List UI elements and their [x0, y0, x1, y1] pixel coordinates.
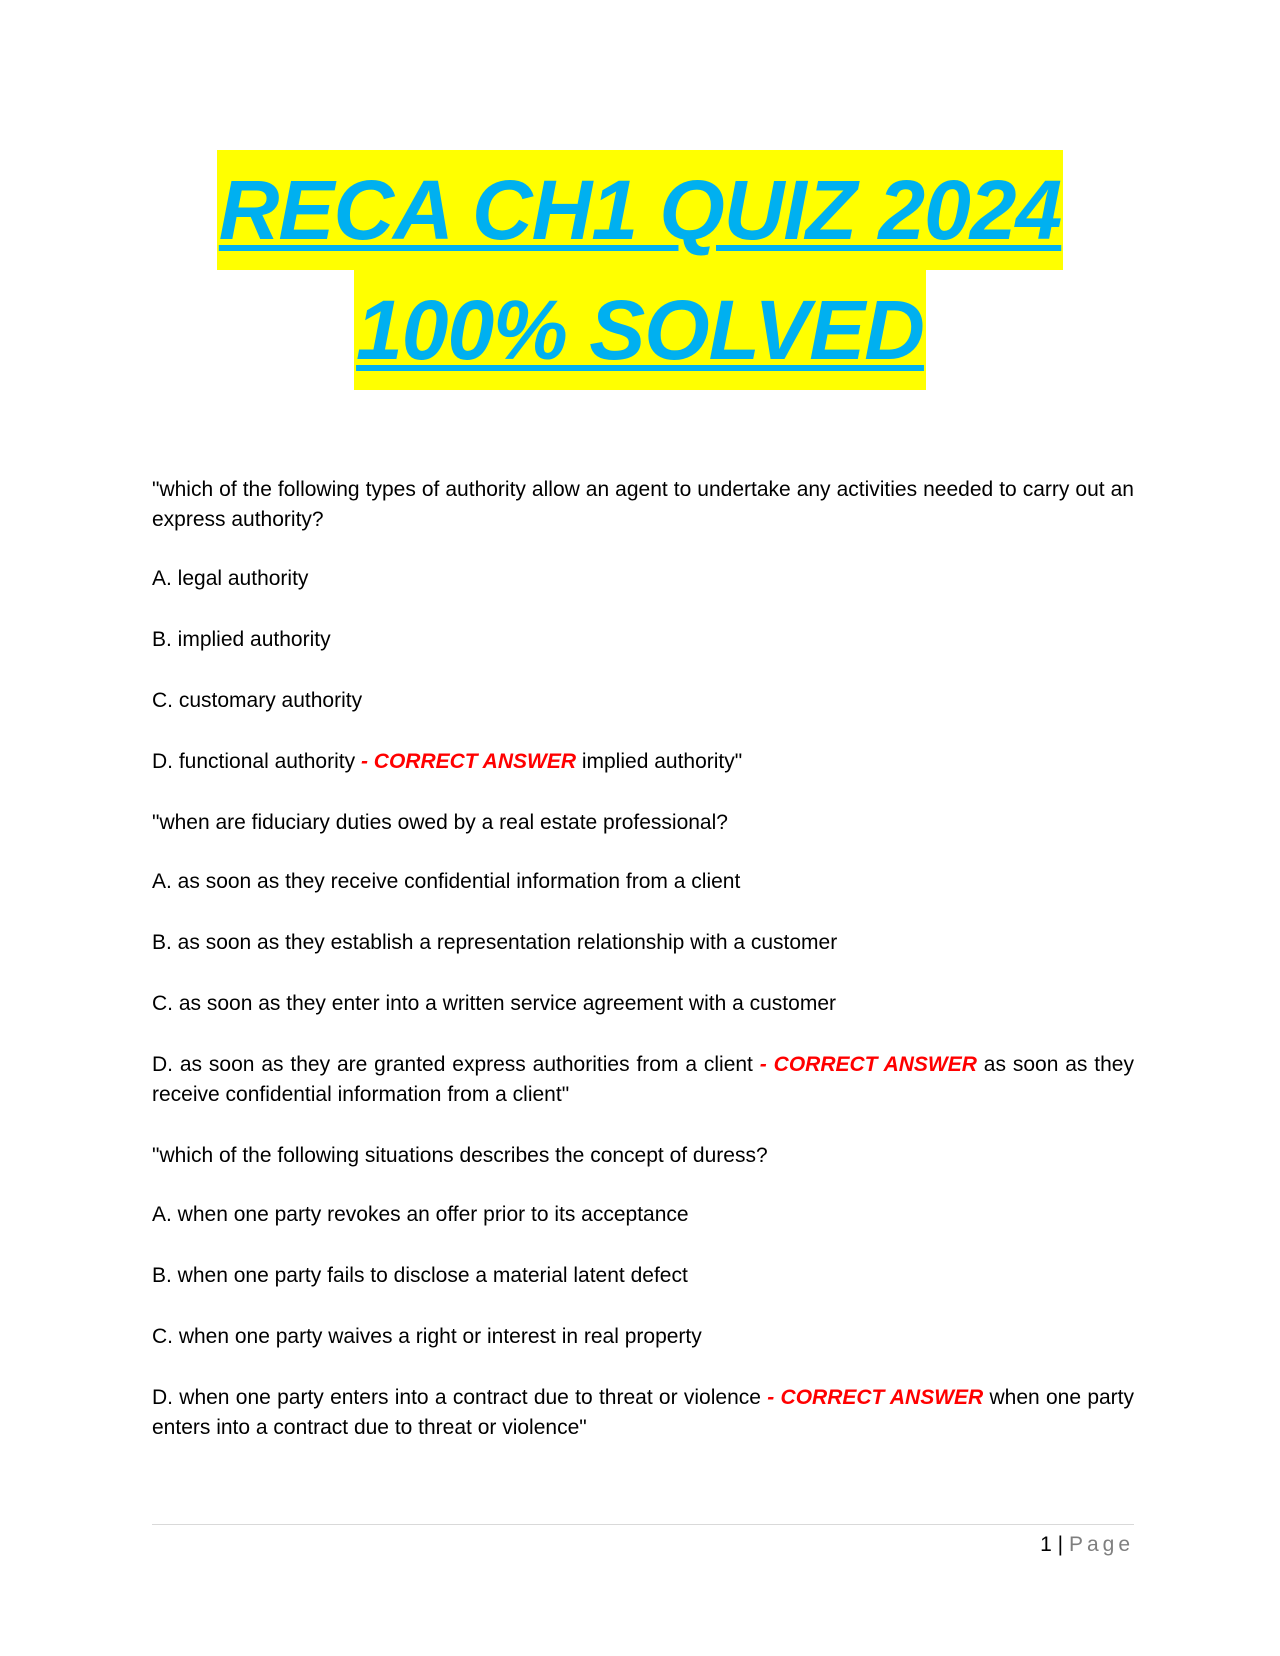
- footer-divider: [152, 1524, 1134, 1525]
- option-d-with-answer: [152, 1383, 1134, 1443]
- option-b: B. as soon as they establish a representation relationship with a customer: [152, 931, 838, 954]
- correct-answer-marker: - CORRECT ANSWER: [360, 750, 576, 773]
- page-label: Page: [1068, 1533, 1134, 1556]
- option-d: D. as soon as they are granted express authorities from a client: [152, 1053, 753, 1076]
- correct-answer-marker: - CORRECT ANSWER: [767, 1386, 984, 1409]
- page-footer: [152, 1530, 1134, 1560]
- document-body: [152, 475, 1134, 1474]
- option-d-with-answer: [152, 1050, 1134, 1110]
- page-number: 1: [1040, 1533, 1052, 1556]
- option-b: B. when one party fails to disclose a material latent defect: [152, 1264, 688, 1287]
- question-text: "when are fiduciary duties owed by a real estate professional?: [152, 811, 728, 834]
- title-line-1: RECA CH1 QUIZ 2024: [217, 150, 1063, 270]
- title-line-2: 100% SOLVED: [354, 270, 926, 390]
- option-a: A. as soon as they receive confidential information from a client: [152, 870, 741, 893]
- question-text: "which of the following types of authority allow an agent to undertake any activities needed to carry out an express authority?: [152, 478, 1134, 531]
- correct-answer-marker: - CORRECT ANSWER: [759, 1053, 977, 1076]
- question-text: "which of the following situations describes the concept of duress?: [152, 1144, 768, 1167]
- document-title: [150, 150, 1130, 390]
- option-c: C. as soon as they enter into a written service agreement with a customer: [152, 992, 836, 1015]
- option-a: A. when one party revokes an offer prior to its acceptance: [152, 1203, 689, 1226]
- footer-separator: |: [1057, 1533, 1064, 1556]
- correct-answer-text: implied authority": [581, 750, 743, 773]
- correct-answer-text: when one party enters into a contract due to threat or violence": [152, 1386, 1135, 1439]
- option-c: C. customary authority: [152, 689, 363, 712]
- option-c: C. when one party waives a right or interest in real property: [152, 1325, 702, 1348]
- option-d-with-answer: [152, 747, 1134, 777]
- option-b: B. implied authority: [152, 628, 331, 651]
- option-a: A. legal authority: [152, 567, 309, 590]
- correct-answer-text: as soon as they receive confidential information from a client": [152, 1053, 1134, 1106]
- option-d: D. when one party enters into a contract due to threat or violence: [152, 1386, 761, 1409]
- option-d: D. functional authority: [152, 750, 356, 773]
